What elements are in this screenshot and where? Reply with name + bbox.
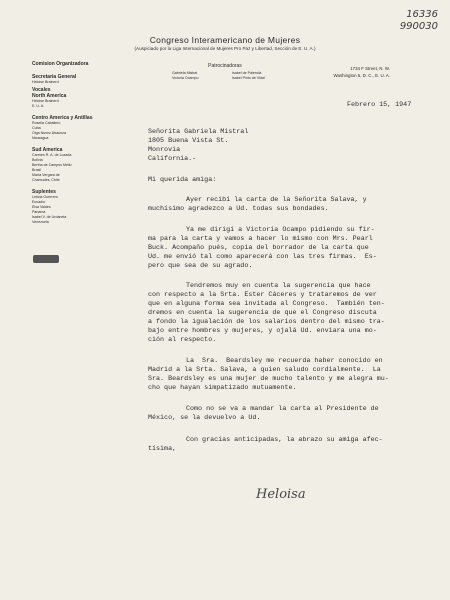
sponsor-name: Victoria Ocampo <box>172 76 199 80</box>
sidebar-name: E. U. A. <box>32 104 45 108</box>
paragraph-line: ción al respecto. <box>148 336 217 344</box>
sidebar-name: Bolivia <box>32 158 43 162</box>
paragraph-line: México, se la devuelvo a Ud. <box>148 414 261 422</box>
sidebar-name: Venezuela <box>32 220 49 224</box>
recipient-line: Monrovia <box>148 146 181 154</box>
sidebar-heading: Vocales <box>32 87 51 93</box>
paragraph-line: Buck. Acompaño pués, copia del borrador de la carta que <box>148 244 369 252</box>
address-line: Washington 6, D. C., E. U. A. <box>333 73 390 78</box>
letter-date: Febrero 15, 1947 <box>347 101 412 109</box>
sidebar-name: Chamudes, Chile <box>32 178 60 182</box>
paragraph-line: La Sra. Beardsley me recuerda haber conocido en <box>186 357 383 365</box>
letterhead-title: Congreso Interamericano de Mujeres <box>149 35 301 45</box>
paragraph-line: ma para la carta y vamos a hacer lo mismo con Mrs. Pearl <box>148 235 373 243</box>
archive-reference <box>398 9 438 33</box>
sidebar-name: Ecuador <box>32 200 46 204</box>
sidebar-name: Isabel V. de Urdaneta <box>32 215 67 219</box>
sidebar-heading: North America <box>32 93 67 99</box>
recipient-line: Señorita Gabriela Mistral <box>148 128 249 136</box>
paragraph-line: cho que hayan simpatizado mutuamente. <box>148 384 297 392</box>
organizing-committee: Comision Organizadora <box>32 61 89 67</box>
sponsor-name: Isabel Pinto de Vidal <box>232 76 265 80</box>
sidebar-name: Panamá <box>32 210 46 214</box>
salutation: Mi querida amiga: <box>148 176 217 184</box>
paragraph-line: con respecto a la Srta. Ester Cáceres y trataremos de ver <box>148 291 377 299</box>
paragraph-line: pero que sea de su agrado. <box>148 262 253 270</box>
sidebar-name: Cuba <box>32 126 41 130</box>
recipient-line: California.- <box>148 155 197 163</box>
paragraph-line: dremos en cuenta la sugerencia de que el Congreso discuta <box>148 309 377 317</box>
sponsor-name: Isabel de Palencia <box>232 71 262 75</box>
paragraph-line: tísima, <box>148 445 177 453</box>
recipient-line: 1805 Buena Vista St. <box>148 137 229 145</box>
archive-ref-1: 16336 <box>406 9 438 20</box>
paragraph-line: Ud. me envió tal como aparecerá con las tres firmas. Es- <box>148 253 377 261</box>
sidebar-name: Leticia Guerrero <box>32 195 58 199</box>
sidebar-name: Heloise Brainerd <box>32 99 59 103</box>
sidebar-name: Elsa Valdes <box>32 205 51 209</box>
letterhead-subtitle: (Auspiciado por la Liga Internacional de Mujeres Pro Paz y Libertad, Sección de E. U. A.) <box>134 46 316 51</box>
sidebar-name: Bertha de Campos Mello <box>32 163 72 167</box>
sidebar-name: Heloise Brainerd <box>32 80 59 84</box>
sidebar-name: Rosella Caballero <box>32 121 61 125</box>
sidebar-name: Olga Nunez Abaunza <box>32 131 66 135</box>
sidebar-name: Marta Vergara de <box>32 173 60 177</box>
handwritten-signature: Heloisa <box>256 487 306 502</box>
address-line: 1734 F Street, N. W. <box>350 66 390 71</box>
paragraph-line: a fondo la igualación de los salarios dentro del mismo tra- <box>148 318 385 326</box>
sidebar-heading: Centro America y Antillas <box>32 115 93 121</box>
paragraph-line: Madrid a la Srta. Salava, a quien saludo cordialmente. La <box>148 366 381 374</box>
sidebar-name: Brasil <box>32 168 41 172</box>
paragraph-line: que en alguna forma sea invitada al Congreso. También ten- <box>148 300 385 308</box>
paragraph-line: Como no se va a mandar la carta al Presidente de <box>186 405 379 413</box>
committee-sidebar <box>32 62 118 225</box>
paragraph-line: Ya me dirigí a Victoria Ocampo pidiendo su fir- <box>186 226 375 234</box>
paragraph-line: bajo entre hombres y mujeres, y ojalá Ud. enviara una mo- <box>148 327 377 335</box>
sidebar-name: Carmen R. A. de Lozada <box>32 153 72 157</box>
sponsors-title: Patrocinadoras <box>208 63 242 69</box>
paragraph-line: Sra. Beardsley es una mujer de mucho talento y me alegra mu- <box>148 375 389 383</box>
union-label-seal <box>33 255 59 263</box>
sidebar-heading: Secretaria General <box>32 74 77 80</box>
sidebar-heading: Sud America <box>32 147 63 153</box>
sidebar-name: Nicaragua <box>32 136 49 140</box>
archive-ref-2: 990030 <box>399 21 438 32</box>
sidebar-heading: Suplentes <box>32 189 56 195</box>
paragraph-line: Ayer recibí la carta de la Señorita Salava, y <box>186 196 367 204</box>
paragraph-line: Con gracias anticipadas, la abrazo su amiga afec- <box>186 436 383 444</box>
sponsor-name: Gabriela Mistral <box>172 71 198 75</box>
paragraph-line: Tendremos muy en cuenta la sugerencia que hace <box>186 282 371 290</box>
paragraph-line: muchísimo agradezco a Ud. todas sus bondades. <box>148 205 329 213</box>
